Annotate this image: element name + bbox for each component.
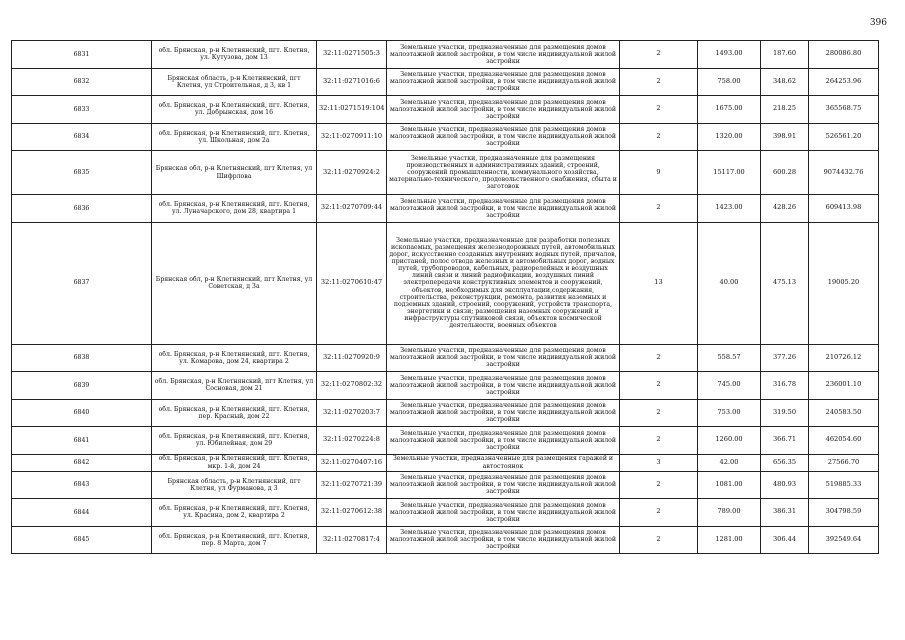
use-code-cell: 2 (620, 471, 698, 499)
cadastral-number-cell: 32:11:0271505:3 (317, 41, 387, 69)
area-cell: 1493.00 (698, 41, 761, 69)
cadastral-value-cell: 304798.59 (809, 499, 879, 527)
cadastral-number-cell: 32:11:0271016:6 (317, 68, 387, 96)
area-cell: 15117.00 (698, 151, 761, 195)
cadastral-number-cell: 32:11:0270802:32 (317, 372, 387, 400)
address-cell: Брянская обл, р-н Клетнянский, пгт Клетня, ул Шифрлова (152, 151, 317, 195)
cadastral-number-cell: 32:11:0270920:9 (317, 344, 387, 372)
table-row (12, 41, 879, 69)
address-cell: обл. Брянская, р-н Клетнянский, пгт Клетня, ул Сосновая, дом 21 (152, 372, 317, 400)
table-row (12, 123, 879, 151)
row-number: 6840 (12, 399, 152, 427)
row-number: 6843 (12, 471, 152, 499)
row-number: 6844 (12, 499, 152, 527)
table-row (12, 68, 879, 96)
cadastral-number-cell: 32:11:0270610:47 (317, 222, 387, 344)
cadastral-value-cell: 365568.75 (809, 96, 879, 124)
specific-value-cell: 218.25 (761, 96, 809, 124)
land-use-cell: Земельные участки, предназначенные для размещения домов малоэтажной жилой застройки, в том числе индивидуальной жилой застройки (387, 96, 620, 124)
specific-value-cell: 319.50 (761, 399, 809, 427)
address-cell: обл. Брянская, р-н Клетнянский, пгт. Клетня, ул. Добрынская, дом 16 (152, 96, 317, 124)
row-number: 6834 (12, 123, 152, 151)
specific-value-cell: 377.26 (761, 344, 809, 372)
cadastral-number-cell: 32:11:0270924:2 (317, 151, 387, 195)
use-code-cell: 2 (620, 427, 698, 455)
use-code-cell: 3 (620, 454, 698, 471)
cadastral-number-cell: 32:11:0270612:38 (317, 499, 387, 527)
specific-value-cell: 398.91 (761, 123, 809, 151)
row-number: 6842 (12, 454, 152, 471)
use-code-cell: 2 (620, 123, 698, 151)
address-cell: обл. Брянская, р-н Клетнянский, пгт. Клетня, ул. Комарова, дом 24, квартира 2 (152, 344, 317, 372)
address-cell: обл. Брянская, р-н Клетнянский, пгт. Клетня, пер. 8 Марта, дом 7 (152, 526, 317, 554)
cadastral-number-cell: 32:11:0270224:8 (317, 427, 387, 455)
land-use-cell: Земельные участки, предназначенные для размещения домов малоэтажной жилой застройки, в том числе индивидуальной жилой застройки (387, 41, 620, 69)
area-cell: 1081.00 (698, 471, 761, 499)
land-use-cell: Земельные участки, предназначенные для размещения домов малоэтажной жилой застройки, в том числе индивидуальной жилой застройки (387, 427, 620, 455)
specific-value-cell: 600.28 (761, 151, 809, 195)
address-cell: Брянская область, р-н Клетнянский, пгт Клетня, ул Фурманова, д 3 (152, 471, 317, 499)
area-cell: 1281.00 (698, 526, 761, 554)
land-use-cell: Земельные участки, предназначенные для размещения гаражей и автостоянок (387, 454, 620, 471)
row-number: 6841 (12, 427, 152, 455)
cadastral-number-cell: 32:11:0270817:4 (317, 526, 387, 554)
address-cell: обл. Брянская, р-н Клетнянский, пгт. Клетня, мкр. 1-й, дом 24 (152, 454, 317, 471)
land-use-cell: Земельные участки, предназначенные для размещения домов малоэтажной жилой застройки, в том числе индивидуальной жилой застройки (387, 372, 620, 400)
specific-value-cell: 480.93 (761, 471, 809, 499)
address-cell: обл. Брянская, р-н Клетнянский, пгт. Клетня, ул. Школьная, дом 2а (152, 123, 317, 151)
table-row (12, 499, 879, 527)
cadastral-value-cell: 392549.64 (809, 526, 879, 554)
table-row (12, 151, 879, 195)
use-code-cell: 9 (620, 151, 698, 195)
table-row (12, 399, 879, 427)
cadastral-value-cell: 210726.12 (809, 344, 879, 372)
cadastral-value-cell: 264253.96 (809, 68, 879, 96)
cadastral-value-cell: 240583.50 (809, 399, 879, 427)
cadastral-number-cell: 32:11:0270709:44 (317, 195, 387, 223)
specific-value-cell: 656.35 (761, 454, 809, 471)
table-row (12, 526, 879, 554)
use-code-cell: 2 (620, 372, 698, 400)
table-row (12, 454, 879, 471)
use-code-cell: 2 (620, 526, 698, 554)
land-use-cell: Земельные участки, предназначенные для размещения домов малоэтажной жилой застройки, в том числе индивидуальной жилой застройки (387, 123, 620, 151)
row-number: 6831 (12, 41, 152, 69)
use-code-cell: 2 (620, 68, 698, 96)
cadastral-value-cell: 27566.70 (809, 454, 879, 471)
land-use-cell: Земельные участки, предназначенные для размещения домов малоэтажной жилой застройки, в том числе индивидуальной жилой застройки (387, 344, 620, 372)
land-use-cell: Земельные участки, предназначенные для размещения производственных и административных зданий, строений, сооружений промышленности, коммунального хозяйства, материально-технического, продовольственного снабжения, сбыта и заготовок (387, 151, 620, 195)
area-cell: 558.57 (698, 344, 761, 372)
row-number: 6835 (12, 151, 152, 195)
use-code-cell: 2 (620, 399, 698, 427)
specific-value-cell: 386.31 (761, 499, 809, 527)
use-code-cell: 2 (620, 41, 698, 69)
address-cell: обл. Брянская, р-н Клетнянский, пгт. Клетня, ул. Юбилейная, дом 29 (152, 427, 317, 455)
specific-value-cell: 316.78 (761, 372, 809, 400)
land-use-cell: Земельные участки, предназначенные для размещения домов малоэтажной жилой застройки, в том числе индивидуальной жилой застройки (387, 526, 620, 554)
cadastral-number-cell: 32:11:0270203:7 (317, 399, 387, 427)
row-number: 6836 (12, 195, 152, 223)
cadastral-number-cell: 32:11:0270911:10 (317, 123, 387, 151)
cadastral-value-cell: 519885.33 (809, 471, 879, 499)
specific-value-cell: 366.71 (761, 427, 809, 455)
use-code-cell: 13 (620, 222, 698, 344)
use-code-cell: 2 (620, 499, 698, 527)
area-cell: 758.00 (698, 68, 761, 96)
use-code-cell: 2 (620, 96, 698, 124)
area-cell: 1675.00 (698, 96, 761, 124)
land-use-cell: Земельные участки, предназначенные для размещения домов малоэтажной жилой застройки, в том числе индивидуальной жилой застройки (387, 471, 620, 499)
land-use-cell: Земельные участки, предназначенные для размещения домов малоэтажной жилой застройки, в том числе индивидуальной жилой застройки (387, 499, 620, 527)
table-row (12, 427, 879, 455)
row-number: 6839 (12, 372, 152, 400)
cadastral-value-cell: 462054.60 (809, 427, 879, 455)
table-row (12, 344, 879, 372)
cadastral-value-cell: 9074432.76 (809, 151, 879, 195)
area-cell: 789.00 (698, 499, 761, 527)
row-number: 6838 (12, 344, 152, 372)
cadastral-value-cell: 526561.20 (809, 123, 879, 151)
area-cell: 42.00 (698, 454, 761, 471)
cadastral-value-table (11, 40, 879, 554)
land-use-cell: Земельные участки, предназначенные для разработки полезных ископаемых, размещения железнодорожных путей, автомобильных дорог, искусственно созданных внутренних водных путей, причалов, пристаней, полос отвода железных и автомобильных дорог, водных путей, трубопроводов, кабельных, радиорелейных и воздушных линий связи и линий радиофикации, воздушных линий электропередачи конструктивных элементов и сооружений, объектов, необходимых для эксплуатации,содержания, строительства, реконструкции, ремонта, развития наземных и подземных зданий, строений, сооружений, устройств транспорта, энергетики и связи; размещения наземных сооружений и инфраструктуры спутниковой связи, объектов космической деятельности, военных объектов (387, 222, 620, 344)
address-cell: обл. Брянская, р-н Клетнянский, пгт. Клетня, ул. Красина, дом 2, квартира 2 (152, 499, 317, 527)
row-number: 6845 (12, 526, 152, 554)
use-code-cell: 2 (620, 344, 698, 372)
use-code-cell: 2 (620, 195, 698, 223)
page-number: 396 (869, 18, 887, 28)
address-cell: Брянская область, р-н Клетнянский, пгт Клетня, ул Строительная, д 3, кв 1 (152, 68, 317, 96)
cadastral-value-cell: 609413.98 (809, 195, 879, 223)
land-use-cell: Земельные участки, предназначенные для размещения домов малоэтажной жилой застройки, в том числе индивидуальной жилой застройки (387, 68, 620, 96)
cadastral-number-cell: 32:11:0270407:16 (317, 454, 387, 471)
specific-value-cell: 187.60 (761, 41, 809, 69)
cadastral-value-cell: 236001.10 (809, 372, 879, 400)
address-cell: обл. Брянская, р-н Клетнянский, пгт. Клетня, ул. Луначарского, дом 28, квартира 1 (152, 195, 317, 223)
row-number: 6833 (12, 96, 152, 124)
specific-value-cell: 475.13 (761, 222, 809, 344)
table-row (12, 195, 879, 223)
table-row (12, 471, 879, 499)
area-cell: 1320.00 (698, 123, 761, 151)
cadastral-value-cell: 280086.80 (809, 41, 879, 69)
area-cell: 753.00 (698, 399, 761, 427)
address-cell: обл. Брянская, р-н Клетнянский, пгт. Клетня, пер. Красный, дом 22 (152, 399, 317, 427)
specific-value-cell: 428.26 (761, 195, 809, 223)
address-cell: Брянская обл, р-н Клетнянский, пгт Клетня, ул Советская, д 3а (152, 222, 317, 344)
row-number: 6832 (12, 68, 152, 96)
specific-value-cell: 306.44 (761, 526, 809, 554)
cadastral-value-cell: 19005.20 (809, 222, 879, 344)
table-row (12, 96, 879, 124)
land-use-cell: Земельные участки, предназначенные для размещения домов малоэтажной жилой застройки, в том числе индивидуальной жилой застройки (387, 399, 620, 427)
specific-value-cell: 348.62 (761, 68, 809, 96)
area-cell: 745.00 (698, 372, 761, 400)
table-row (12, 372, 879, 400)
cadastral-number-cell: 32:11:0271519:104 (317, 96, 387, 124)
land-use-cell: Земельные участки, предназначенные для размещения домов малоэтажной жилой застройки, в том числе индивидуальной жилой застройки (387, 195, 620, 223)
area-cell: 40.00 (698, 222, 761, 344)
address-cell: обл. Брянская, р-н Клетнянский, пгт. Клетня, ул. Кутузова, дом 13 (152, 41, 317, 69)
row-number: 6837 (12, 222, 152, 344)
area-cell: 1260.00 (698, 427, 761, 455)
cadastral-number-cell: 32:11:0270721:39 (317, 471, 387, 499)
area-cell: 1423.00 (698, 195, 761, 223)
table-row (12, 222, 879, 344)
